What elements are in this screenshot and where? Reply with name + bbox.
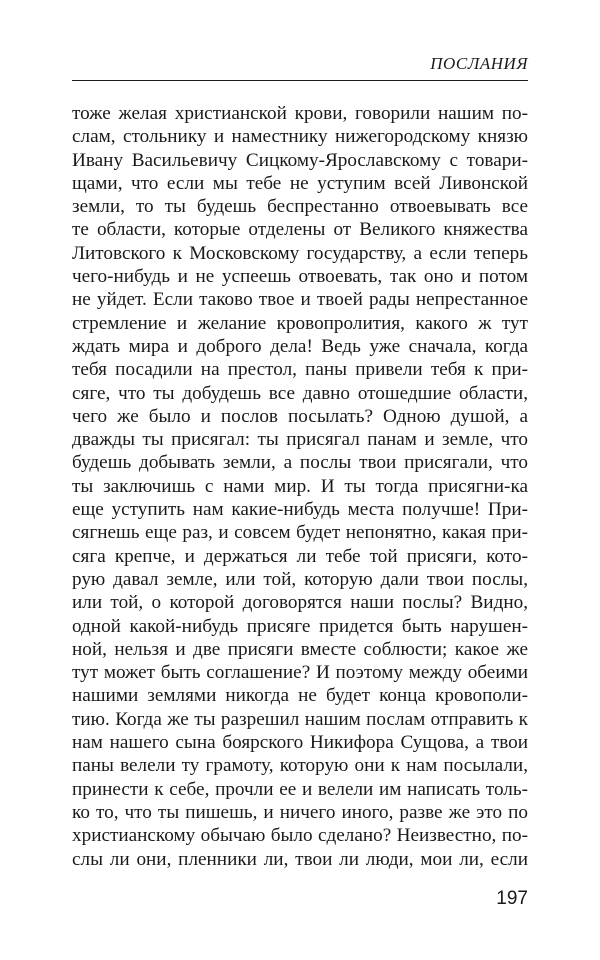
text-line: нам нашего сына боярского Никифора Сущова, а твои [72, 732, 528, 754]
text-line: стремление и желание кровопролития, какого ж тут [72, 312, 528, 334]
text-line: сяга крепче, и держаться ли тебе той присяги, кото- [72, 545, 528, 567]
text-line: не уйдет. Если таково твое и твоей рады непрестанное [72, 289, 528, 311]
text-line: тебя посадили на престол, паны привели тебя к при- [72, 359, 528, 381]
text-line: щами, что если мы тебе не уступим всей Ливонской [72, 172, 528, 194]
text-line: те области, которые отделены от Великого княжества [72, 219, 528, 241]
body-text [72, 102, 528, 871]
page-number: 197 [496, 888, 528, 909]
text-line: земли, то ты будешь беспрестанно отвоевывать все [72, 196, 528, 218]
text-line: чего-нибудь и не успеешь отвоевать, так оно и потом [72, 266, 528, 288]
text-line: будешь добывать земли, а послы твои присягали, что [72, 452, 528, 474]
text-line: рую давал земле, или той, которую дали твои послы, [72, 568, 528, 590]
text-line: чего же было и послов посылать? Одною душой, а [72, 405, 528, 427]
text-line: христианскому обычаю было сделано? Неизвестно, по- [72, 825, 528, 847]
text-line: слы ли они, пленники ли, твои ли люди, мои ли, если [72, 848, 528, 870]
running-head-title: ПОСЛАНИЯ [430, 54, 528, 73]
text-line: сягнешь еще раз, и совсем будет непонятно, какая при- [72, 522, 528, 544]
text-line: дважды ты присягал: ты присягал панам и земле, что [72, 429, 528, 451]
text-line: одной какой-нибудь присяге придется быть нарушен- [72, 615, 528, 637]
text-line: принести к себе, прочли ее и велели им написать толь- [72, 778, 528, 800]
text-line: или той, о которой договорятся наши послы? Видно, [72, 592, 528, 614]
text-line: ко то, что ты пишешь, и ничего иного, разве же это по [72, 801, 528, 823]
text-line: Литовского к Московскому государству, а если теперь [72, 242, 528, 264]
text-line: еще уступить нам какие-нибудь места получше! При- [72, 499, 528, 521]
text-line: сяге, что ты добудешь все давно отошедшие области, [72, 382, 528, 404]
text-line: ты заключишь с нами мир. И ты тогда присягни-ка [72, 475, 528, 497]
text-line: тию. Когда же ты разрешил нашим послам отправить к [72, 708, 528, 730]
text-line: ждать мира и доброго дела! Ведь уже сначала, когда [72, 335, 528, 357]
text-line: тоже желая христианской крови, говорили нашим по- [72, 103, 528, 124]
header-rule [72, 80, 528, 81]
text-line: тут может быть соглашение? И поэтому между обеими [72, 662, 528, 684]
text-line: нашими землями никогда не будет конца кровополи- [72, 685, 528, 707]
text-line: ной, нельзя и две присяги вместе соблюсти; какое же [72, 638, 528, 660]
text-line: паны велели ту грамоту, которую они к нам посылали, [72, 755, 528, 777]
text-line: Ивану Васильевичу Сицкому-Ярославскому с товари- [72, 149, 528, 171]
text-line: слам, стольнику и наместнику нижегородскому князю [72, 126, 528, 148]
